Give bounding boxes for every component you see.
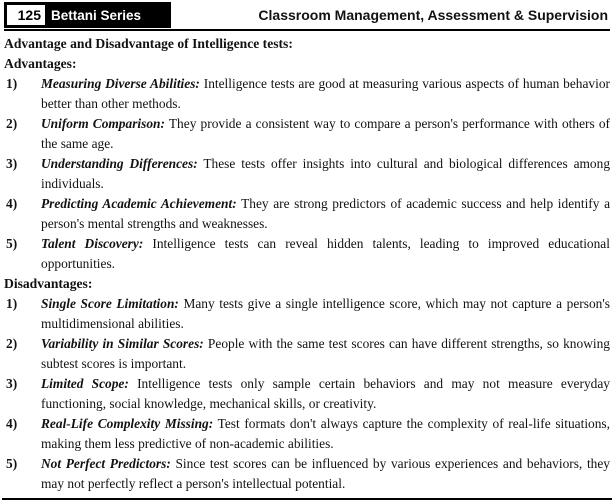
list-item bbox=[4, 454, 610, 494]
item-term: Variability in Similar Scores: bbox=[41, 336, 204, 351]
item-body bbox=[41, 114, 610, 154]
item-term: Understanding Differences: bbox=[41, 156, 198, 171]
item-number: 1) bbox=[6, 76, 18, 91]
item-text: Intelligence tests only sample certain behaviors and may not measure everyday functioning, social knowledge, mechanical skills, or creativity. bbox=[41, 376, 610, 411]
item-body bbox=[41, 414, 610, 454]
item-number: 5) bbox=[6, 236, 18, 251]
item-number: 4) bbox=[6, 416, 18, 431]
header-rule bbox=[4, 29, 610, 31]
list-item bbox=[4, 374, 610, 414]
list-item bbox=[4, 414, 610, 454]
item-number: 3) bbox=[6, 376, 18, 391]
item-text: They provide a consistent way to compare a person's performance with others of the same age. bbox=[41, 116, 611, 151]
book-title: Classroom Management, Assessment & Supervision bbox=[258, 7, 608, 23]
item-body bbox=[41, 334, 610, 374]
item-body bbox=[41, 454, 610, 494]
item-term: Single Score Limitation: bbox=[41, 296, 179, 311]
item-body bbox=[41, 294, 610, 334]
page-number: 125 bbox=[7, 5, 45, 25]
item-text: Intelligence tests can reveal hidden talents, leading to improved educational opportunities. bbox=[41, 236, 610, 271]
item-term: Uniform Comparison: bbox=[41, 116, 165, 131]
item-term: Talent Discovery: bbox=[41, 236, 144, 251]
item-text: Intelligence tests are good at measuring various aspects of human behavior better than other methods. bbox=[41, 76, 610, 111]
disadvantages-heading: Disadvantages: bbox=[4, 276, 93, 291]
item-term: Predicting Academic Achievement: bbox=[41, 196, 237, 211]
item-body bbox=[41, 234, 610, 274]
item-number: 2) bbox=[6, 116, 18, 131]
list-item bbox=[4, 294, 610, 334]
item-text: They are strong predictors of academic success and help identify a person's mental strengths and weaknesses. bbox=[41, 196, 611, 231]
item-body bbox=[41, 194, 610, 234]
item-number: 3) bbox=[6, 156, 18, 171]
advantages-list bbox=[4, 74, 610, 274]
item-term: Real-Life Complexity Missing: bbox=[41, 416, 214, 431]
item-body bbox=[41, 74, 610, 114]
advantages-heading: Advantages: bbox=[4, 56, 77, 71]
series-badge bbox=[4, 2, 171, 28]
item-text: Many tests give a single intelligence score, which may not capture a person's multidimensional abilities. bbox=[41, 296, 610, 331]
list-item bbox=[4, 74, 610, 114]
list-item bbox=[4, 334, 610, 374]
item-body bbox=[41, 154, 610, 194]
document-body bbox=[4, 34, 610, 494]
item-term: Limited Scope: bbox=[41, 376, 129, 391]
item-number: 1) bbox=[6, 296, 18, 311]
item-term: Not Perfect Predictors: bbox=[41, 456, 171, 471]
item-term: Measuring Diverse Abilities: bbox=[41, 76, 200, 91]
item-body bbox=[41, 374, 610, 414]
item-text: These tests offer insights into cultural and biological differences among individuals. bbox=[41, 156, 611, 191]
item-number: 2) bbox=[6, 336, 18, 351]
list-item bbox=[4, 234, 610, 274]
page-header bbox=[4, 2, 610, 28]
section-title: Advantage and Disadvantage of Intelligence tests: bbox=[4, 36, 293, 51]
item-text: Test formats don't always capture the complexity of real-life situations, making them less predictive of non-academic abilities. bbox=[41, 416, 610, 451]
item-number: 5) bbox=[6, 456, 18, 471]
series-name: Bettani Series bbox=[51, 7, 142, 23]
list-item bbox=[4, 114, 610, 154]
item-number: 4) bbox=[6, 196, 18, 211]
item-text: Since test scores can be influenced by various experiences and behaviors, they may not perfectly reflect a person's intellectual potential. bbox=[41, 456, 610, 491]
disadvantages-list bbox=[4, 294, 610, 494]
list-item bbox=[4, 154, 610, 194]
item-text: People with the same test scores can have different strengths, so knowing subtest scores is important. bbox=[41, 336, 610, 371]
list-item bbox=[4, 194, 610, 234]
